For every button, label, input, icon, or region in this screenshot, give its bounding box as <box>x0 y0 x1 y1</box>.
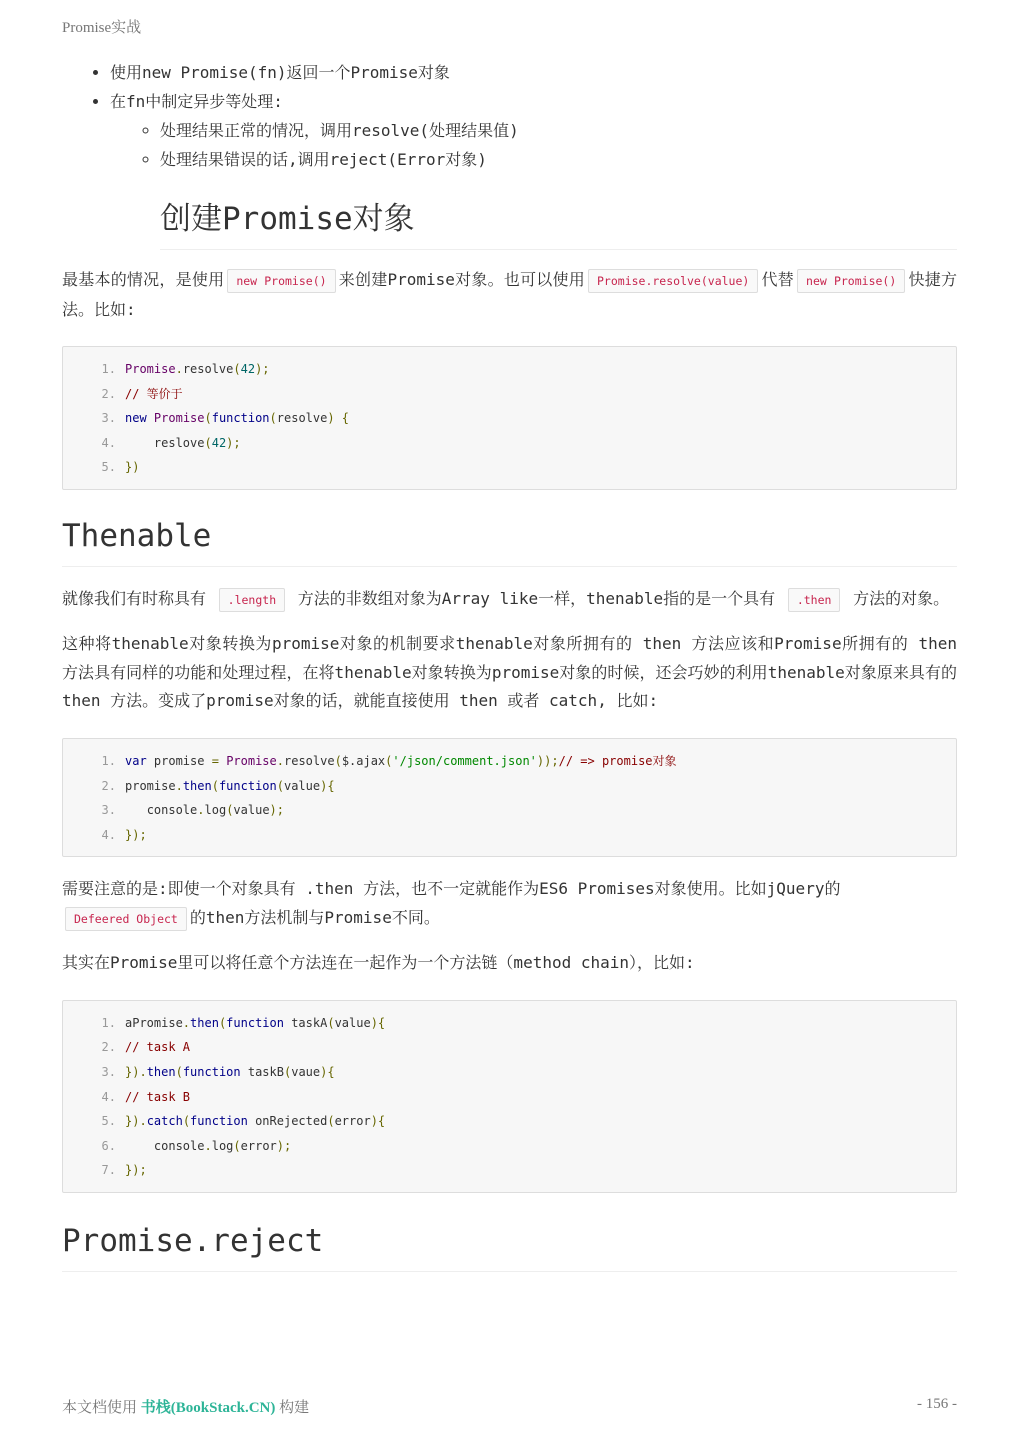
paragraph: 其实在Promise里可以将任意个方法连在一起作为一个方法链（method chain），比如: <box>62 953 695 973</box>
line-number: 4. <box>101 435 116 450</box>
text: 方法的非数组对象为Array like一样，thenable指的是一个具有 <box>297 588 776 608</box>
text: 需要注意的是:即使一个对象具有 .then 方法，也不一定就能作为ES6 Promises对象使用。比如jQuery的 <box>62 879 841 899</box>
text: 方法的对象。 <box>853 588 950 608</box>
code-block <box>62 1000 957 1193</box>
line-number: 1. <box>101 362 116 376</box>
code-token: }); <box>125 827 147 842</box>
code-token: ( <box>175 1065 183 1080</box>
text: 的then方法机制与Promise不同。 <box>189 907 440 927</box>
code-keyword: new <box>125 411 147 426</box>
code-line <box>63 798 956 823</box>
code-token: . <box>197 803 205 818</box>
code-token: error <box>240 1138 277 1153</box>
code-line <box>63 1011 956 1036</box>
code-line <box>63 823 956 848</box>
inline-code: new Promise() <box>797 269 905 293</box>
code-token: Promise <box>153 411 205 426</box>
code-token: ){ <box>320 1065 335 1080</box>
list-item <box>110 87 957 174</box>
line-number: 1. <box>101 753 116 768</box>
code-keyword: function <box>211 411 270 426</box>
code-line <box>63 774 956 799</box>
code-token: ( <box>327 1114 335 1129</box>
code-token: ( <box>334 753 342 768</box>
code-keyword: function <box>182 1065 241 1080</box>
heading-create-promise: 创建Promise对象 <box>160 199 957 250</box>
heading-thenable: Thenable <box>62 516 957 567</box>
code-token: taskB <box>240 1065 284 1080</box>
code-comment: // => promise对象 <box>558 753 677 768</box>
code-line <box>63 406 956 431</box>
code-token: onRejected <box>247 1114 328 1129</box>
code-token: ( <box>385 753 393 768</box>
line-number: 3. <box>101 411 116 426</box>
code-token: then <box>182 778 212 793</box>
nested-list <box>110 116 957 174</box>
bullet-list <box>62 58 957 174</box>
code-token: Promise <box>226 753 277 768</box>
paragraph: 这种将thenable对象转换为promise对象的机制要求thenable对象所拥有的 then 方法应该和Promise所拥有的 then 方法具有同样的功能和处理过程，在将thenable对象转换为promise对象的时候，还会巧妙的利用thenable对象原来具有的 then 方法。变成了promise对象的话，就能直接使用 then 或者 catch, 比如: <box>62 634 957 711</box>
code-keyword: function <box>190 1114 248 1129</box>
code-token: vaue <box>291 1065 321 1080</box>
inline-code: new Promise() <box>227 269 335 293</box>
code-token: ( <box>327 1015 335 1030</box>
code-token: $.ajax <box>341 753 386 768</box>
code-token: ){ <box>370 1114 386 1129</box>
code-token: ){ <box>370 1015 386 1030</box>
code-token: = <box>211 753 219 768</box>
code-token: ( <box>233 362 241 376</box>
code-token: promise <box>146 753 212 768</box>
code-keyword: var <box>125 753 147 768</box>
line-number: 3. <box>101 1065 116 1080</box>
code-token: 42 <box>240 362 256 376</box>
code-block <box>62 738 957 857</box>
line-number: 2. <box>101 386 116 401</box>
code-token: ( <box>283 1065 292 1080</box>
code-token: ( <box>211 778 219 793</box>
inline-code: Promise.resolve(value) <box>588 269 758 293</box>
code-keyword: function <box>226 1015 284 1030</box>
code-token: resolve <box>182 362 234 376</box>
code-token: )); <box>536 753 559 768</box>
line-number: 3. <box>101 803 116 818</box>
code-token: ); <box>276 1138 292 1153</box>
inline-code: .length <box>219 588 285 612</box>
code-token: ) { <box>327 411 350 426</box>
code-token: . <box>182 1015 191 1030</box>
line-number: 1. <box>101 1015 116 1030</box>
paragraph <box>62 266 957 324</box>
text: 代替 <box>761 270 795 289</box>
paragraph <box>62 585 957 615</box>
document-content <box>62 58 957 1272</box>
code-comment: // 等价于 <box>125 386 183 401</box>
line-number: 4. <box>101 1089 116 1104</box>
code-token: resolve <box>276 411 328 426</box>
code-line <box>63 749 956 774</box>
inline-code: .then <box>788 588 841 612</box>
code-token: log <box>211 1138 234 1153</box>
page-header: Promise实战 <box>62 20 142 36</box>
code-token: ( <box>182 1114 191 1129</box>
line-number: 6. <box>101 1138 116 1153</box>
code-token: Promise <box>125 362 176 376</box>
code-token: ); <box>255 362 270 376</box>
code-block <box>62 346 957 490</box>
code-token: ( <box>204 435 212 450</box>
line-number: 5. <box>101 1114 116 1129</box>
code-token: 42 <box>211 435 227 450</box>
code-token: aPromise <box>125 1015 183 1030</box>
code-token: log <box>204 803 227 818</box>
code-token: ){ <box>320 778 335 793</box>
code-string: '/json/comment.json' <box>392 753 537 768</box>
code-line <box>63 382 956 407</box>
code-line <box>63 431 956 456</box>
code-token: . <box>204 1138 212 1153</box>
code-line <box>63 1085 956 1110</box>
code-token: resolve <box>284 753 335 768</box>
code-token: reslove <box>153 435 205 450</box>
code-token: error <box>334 1114 371 1129</box>
code-token: promise <box>125 778 176 793</box>
code-token: }) <box>125 460 140 475</box>
text: 就像我们有时称具有 <box>62 588 207 608</box>
page-footer <box>62 1396 957 1417</box>
code-token: }); <box>125 1163 147 1178</box>
text: 来创建Promise对象。也可以使用 <box>338 270 585 289</box>
code-token: console <box>153 1138 205 1153</box>
code-token: console <box>146 803 198 818</box>
brand-link[interactable]: 书栈(BookStack.CN) <box>140 1400 276 1416</box>
inline-code: Defeered Object <box>65 907 187 931</box>
code-token: taskA <box>283 1015 328 1030</box>
code-line <box>63 1060 956 1085</box>
line-number: 2. <box>101 1040 116 1055</box>
code-line <box>63 1134 956 1159</box>
code-token: then <box>146 1065 176 1080</box>
code-token: catch <box>146 1114 183 1129</box>
list-item-text: 在fn中制定异步等处理: <box>110 92 283 111</box>
code-token: }). <box>125 1114 147 1129</box>
line-number: 2. <box>101 778 116 793</box>
code-comment: // task B <box>125 1089 191 1104</box>
code-token: value <box>233 803 270 818</box>
code-token: ); <box>226 435 241 450</box>
page-number: - 156 - <box>917 1396 957 1412</box>
code-line <box>63 1109 956 1134</box>
code-token: . <box>175 362 183 376</box>
text: 快捷方法。比如: <box>62 270 957 319</box>
code-line <box>63 455 956 480</box>
footer-text: 构建 <box>279 1400 310 1416</box>
code-token: ( <box>233 1138 241 1153</box>
paragraph <box>62 875 892 933</box>
list-item: • 使用new Promise(fn)返回一个Promise对象 <box>110 58 957 87</box>
heading-promise-reject: Promise.reject <box>62 1221 957 1272</box>
code-token: . <box>276 753 284 768</box>
code-line <box>63 357 956 382</box>
code-token: . <box>175 778 183 793</box>
code-token: ); <box>269 803 284 818</box>
code-token: then <box>190 1015 219 1030</box>
code-token: value <box>334 1015 371 1030</box>
line-number: 5. <box>101 460 116 475</box>
code-comment: // task A <box>125 1040 191 1055</box>
list-item: ◦ 处理结果正常的情况，调用resolve(处理结果值) <box>160 116 957 145</box>
code-line <box>63 1158 956 1183</box>
code-token: ( <box>276 778 284 793</box>
code-token: ( <box>269 411 277 426</box>
code-token: value <box>283 778 321 793</box>
code-token: ( <box>218 1015 227 1030</box>
line-number: 7. <box>101 1163 116 1178</box>
code-token: ( <box>204 411 212 426</box>
code-line <box>63 1035 956 1060</box>
code-keyword: function <box>218 778 277 793</box>
line-number: 4. <box>101 827 116 842</box>
footer-text: 本文档使用 <box>62 1400 138 1416</box>
code-token: ( <box>226 803 234 818</box>
code-token: }). <box>125 1065 147 1080</box>
list-item: ◦ 处理结果错误的话,调用reject(Error对象) <box>160 145 957 174</box>
text: 最基本的情况，是使用 <box>62 270 225 289</box>
